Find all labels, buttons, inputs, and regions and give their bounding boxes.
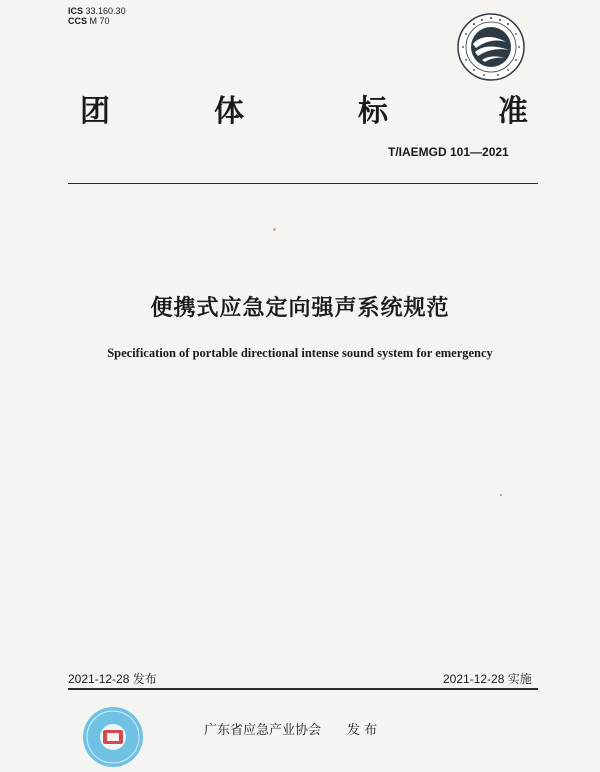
scan-speck [273, 228, 276, 231]
document-type-heading [0, 86, 600, 129]
publish-date: 2021-12-28 发布 [68, 672, 157, 686]
issuing-organization [204, 719, 377, 738]
heading-char-3: 标 [358, 94, 388, 129]
standard-number: T/IAEMGD 101—2021 [388, 145, 509, 159]
top-divider [68, 183, 538, 184]
heading-char-4: 准 [498, 94, 528, 129]
publish-label: 发 布 [347, 723, 378, 738]
title-english: Specification of portable directional intense sound system for emergency [107, 346, 493, 360]
title-chinese: 便携式应急定向强声系统规范 [150, 296, 450, 321]
classification-codes: ICS 33.160.30 CCS M 70 [68, 6, 126, 26]
scan-speck [500, 494, 502, 496]
issuer-name: 广东省应急产业协会 [204, 723, 322, 738]
implement-date: 2021-12-28 实施 [443, 672, 532, 686]
association-logo-icon [456, 12, 526, 82]
association-seal-icon [82, 706, 144, 768]
bottom-divider [68, 688, 538, 690]
heading-char-1: 团 [80, 94, 110, 129]
heading-char-2: 体 [214, 94, 244, 129]
